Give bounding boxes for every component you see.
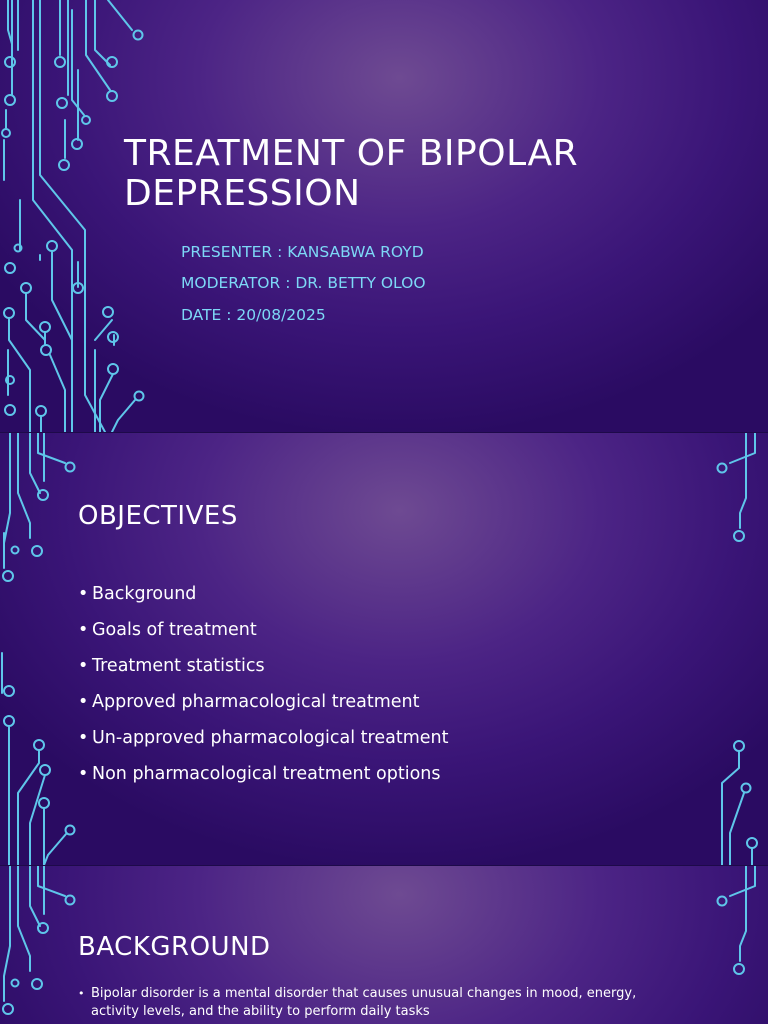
- list-item: [78, 689, 448, 725]
- objectives-slide[interactable]: [0, 433, 768, 865]
- list-item: [78, 581, 448, 617]
- slide-title: [124, 134, 724, 214]
- bullet-icon: •: [78, 728, 89, 748]
- moderator-text: MODERATOR : DR. BETTY OLOO: [181, 274, 426, 292]
- bullet-icon: •: [78, 987, 85, 1000]
- presenter-text: PRESENTER : KANSABWA ROYD: [181, 243, 424, 261]
- bullet-icon: •: [78, 620, 89, 640]
- date-text: DATE : 20/08/2025: [181, 306, 326, 324]
- objectives-list: [78, 581, 448, 797]
- title-slide[interactable]: [0, 0, 768, 432]
- bullet-icon: •: [78, 764, 89, 784]
- slide-title-line-1: TREATMENT OF BIPOLAR: [124, 133, 579, 174]
- background-slide[interactable]: [0, 866, 768, 1024]
- bullet-icon: •: [78, 692, 89, 712]
- slide-heading: BACKGROUND: [78, 932, 271, 962]
- list-item: [78, 725, 448, 761]
- list-item-text: Background: [92, 584, 197, 604]
- list-item: [78, 653, 448, 689]
- list-item-text: Goals of treatment: [92, 620, 257, 640]
- bullet-icon: •: [78, 656, 89, 676]
- list-item: [78, 617, 448, 653]
- list-item: [78, 761, 448, 797]
- slide-title-line-2: DEPRESSION: [124, 173, 361, 214]
- slide-heading: OBJECTIVES: [78, 501, 238, 531]
- list-item-text: Non pharmacological treatment options: [92, 764, 441, 784]
- list-item: [78, 985, 678, 1021]
- bullet-icon: •: [78, 584, 89, 604]
- list-item-text: Approved pharmacological treatment: [92, 692, 420, 712]
- circuit-decoration-left: [0, 0, 160, 432]
- list-item-text: Treatment statistics: [92, 656, 265, 676]
- list-item-text: Un-approved pharmacological treatment: [92, 728, 449, 748]
- list-item-text: Bipolar disorder is a mental disorder that causes unusual changes in mood, energy, activity levels, and the ability to perform daily tasks: [91, 986, 637, 1019]
